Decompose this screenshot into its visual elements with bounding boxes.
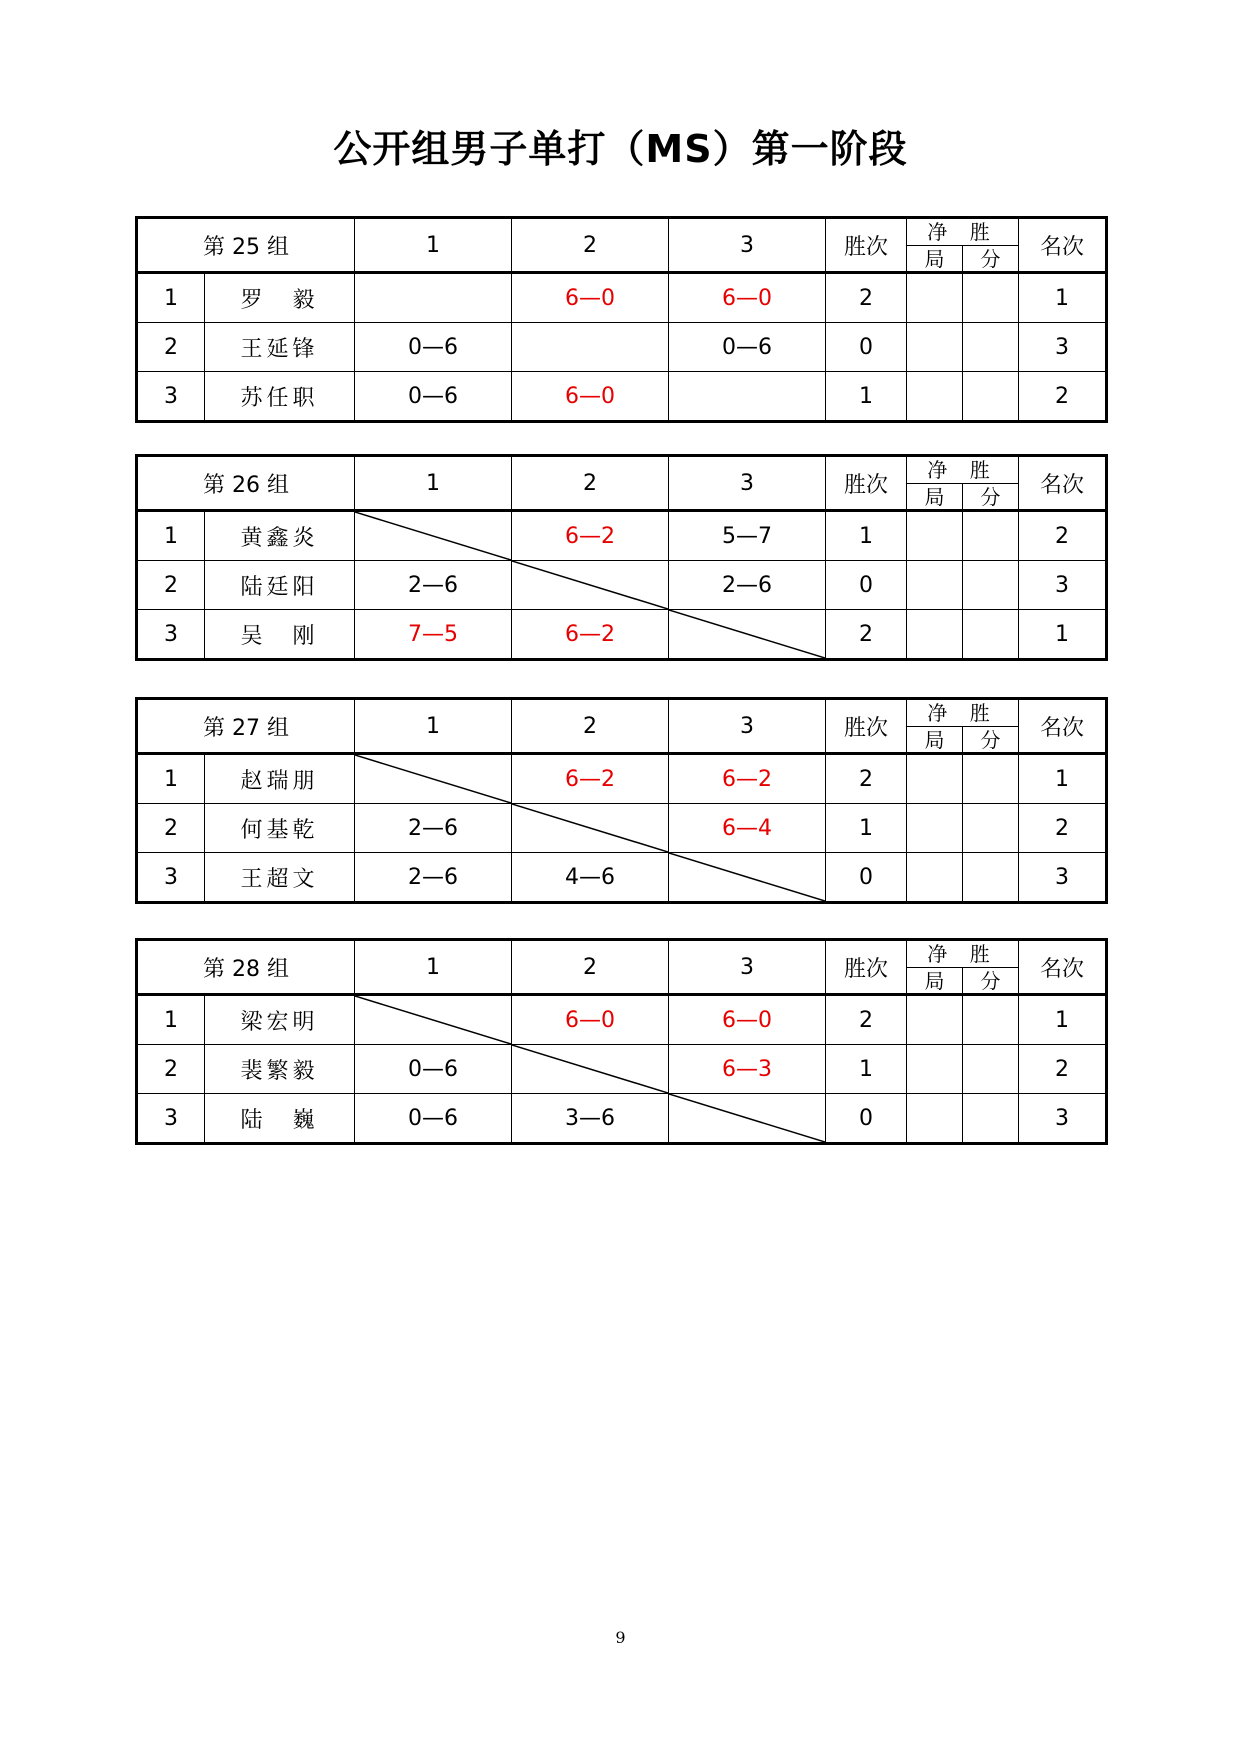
- score-r2: 6—0: [565, 383, 616, 409]
- diagonal-line: [355, 755, 511, 803]
- score-cell: [512, 995, 669, 1045]
- wins-value: 2: [826, 995, 907, 1045]
- score-r3: 6—4: [722, 815, 773, 841]
- score-cell: [669, 804, 826, 853]
- diagonal-line: [669, 1094, 825, 1142]
- score-r1: 0—6: [408, 1056, 459, 1082]
- score-cell: [669, 1045, 826, 1094]
- rank-header: 名次: [1019, 456, 1107, 511]
- rank-value: 3: [1019, 853, 1107, 903]
- score-cell: [512, 273, 669, 323]
- page-number: 9: [615, 1628, 626, 1647]
- net-points-value: [963, 1094, 1019, 1144]
- player-number: 2: [137, 561, 205, 610]
- score-cell: [355, 1045, 512, 1094]
- score-cell: [669, 273, 826, 323]
- player-number: 2: [137, 804, 205, 853]
- table-row: [137, 323, 1107, 372]
- net-games-value: [907, 323, 963, 372]
- player-number: 3: [137, 610, 205, 660]
- score-r2: 6—2: [565, 621, 616, 647]
- net-header: [907, 218, 1019, 273]
- table-row: [137, 610, 1107, 660]
- group-table-2: [135, 454, 1105, 661]
- diagonal-line: [669, 853, 825, 901]
- net-points-label: 分: [980, 728, 1001, 752]
- score-cell: [355, 372, 512, 422]
- net-points-value: [963, 754, 1019, 804]
- wins-header: 胜次: [826, 218, 907, 273]
- col-header-2: 2: [512, 218, 669, 273]
- score-cell: [512, 561, 669, 610]
- col-header-3: 3: [669, 940, 826, 995]
- net-games-value: [907, 273, 963, 323]
- col-header-2: 2: [512, 699, 669, 754]
- net-points-value: [963, 1045, 1019, 1094]
- net-points-value: [963, 804, 1019, 853]
- group-name: 第 28 组: [137, 940, 355, 995]
- score-r3: 6—0: [722, 1007, 773, 1033]
- player-name: 吴 刚: [205, 610, 355, 660]
- group-name: 第 27 组: [137, 699, 355, 754]
- group-name: 第 25 组: [137, 218, 355, 273]
- net-points-value: [963, 610, 1019, 660]
- score-r2: 6—2: [565, 523, 616, 549]
- score-r3: 6—2: [722, 766, 773, 792]
- rank-value: 2: [1019, 372, 1107, 422]
- wins-value: 2: [826, 273, 907, 323]
- net-label: 净 胜: [907, 700, 1018, 727]
- table-row: [137, 511, 1107, 561]
- player-number: 1: [137, 995, 205, 1045]
- net-games-value: [907, 754, 963, 804]
- group-table-1: [135, 216, 1105, 423]
- score-cell: [355, 610, 512, 660]
- net-points-label: 分: [980, 485, 1001, 509]
- rank-header: 名次: [1019, 218, 1107, 273]
- wins-value: 0: [826, 1094, 907, 1144]
- net-games-label: 局: [907, 727, 963, 753]
- player-name: 罗 毅: [205, 273, 355, 323]
- net-games-value: [907, 561, 963, 610]
- page-title: 公开组男子单打（MS）第一阶段: [333, 127, 908, 171]
- net-games-value: [907, 804, 963, 853]
- net-points-value: [963, 853, 1019, 903]
- score-cell: [669, 372, 826, 422]
- rank-value: 2: [1019, 511, 1107, 561]
- group-name: 第 26 组: [137, 456, 355, 511]
- table-row: [137, 1094, 1107, 1144]
- score-cell: [355, 853, 512, 903]
- rank-value: 3: [1019, 561, 1107, 610]
- wins-header: 胜次: [826, 456, 907, 511]
- diagonal-line: [512, 561, 668, 609]
- wins-value: 0: [826, 853, 907, 903]
- col-header-3: 3: [669, 218, 826, 273]
- net-label: 净 胜: [907, 457, 1018, 484]
- score-cell: [669, 853, 826, 903]
- group-table-4: [135, 938, 1105, 1145]
- score-cell: [669, 561, 826, 610]
- player-name: 陆 巍: [205, 1094, 355, 1144]
- table-row: [137, 372, 1107, 422]
- player-number: 1: [137, 511, 205, 561]
- score-r2: 4—6: [565, 864, 616, 890]
- score-r3: 6—0: [722, 285, 773, 311]
- net-points-value: [963, 561, 1019, 610]
- net-games-value: [907, 995, 963, 1045]
- wins-value: 0: [826, 323, 907, 372]
- score-r1: 2—6: [408, 815, 459, 841]
- player-name: 梁宏明: [205, 995, 355, 1045]
- net-points-label: 分: [980, 247, 1001, 271]
- rank-header: 名次: [1019, 940, 1107, 995]
- wins-value: 2: [826, 610, 907, 660]
- score-r3: 5—7: [722, 523, 773, 549]
- col-header-1: 1: [355, 218, 512, 273]
- player-name: 黄鑫炎: [205, 511, 355, 561]
- score-cell: [355, 511, 512, 561]
- net-games-value: [907, 1094, 963, 1144]
- player-name: 陆廷阳: [205, 561, 355, 610]
- score-cell: [512, 853, 669, 903]
- score-cell: [355, 323, 512, 372]
- net-label: 净 胜: [907, 941, 1018, 968]
- score-cell: [669, 1094, 826, 1144]
- player-number: 2: [137, 323, 205, 372]
- rank-value: 2: [1019, 804, 1107, 853]
- col-header-1: 1: [355, 699, 512, 754]
- net-games-value: [907, 1045, 963, 1094]
- net-header: [907, 940, 1019, 995]
- player-name: 裴繁毅: [205, 1045, 355, 1094]
- net-label: 净 胜: [907, 219, 1018, 246]
- wins-value: 1: [826, 372, 907, 422]
- col-header-3: 3: [669, 456, 826, 511]
- rank-value: 1: [1019, 995, 1107, 1045]
- score-r3: 2—6: [722, 572, 773, 598]
- rank-value: 3: [1019, 1094, 1107, 1144]
- net-header: [907, 699, 1019, 754]
- net-header: [907, 456, 1019, 511]
- score-r2: 3—6: [565, 1105, 616, 1131]
- score-cell: [355, 804, 512, 853]
- player-number: 3: [137, 372, 205, 422]
- score-cell: [355, 1094, 512, 1144]
- diagonal-line: [669, 610, 825, 658]
- net-points-label: 分: [980, 969, 1001, 993]
- net-games-value: [907, 610, 963, 660]
- diagonal-line: [512, 804, 668, 852]
- score-cell: [669, 511, 826, 561]
- net-points-value: [963, 273, 1019, 323]
- wins-value: 2: [826, 754, 907, 804]
- net-games-value: [907, 853, 963, 903]
- net-games-label: 局: [907, 968, 963, 994]
- table-row: [137, 804, 1107, 853]
- rank-value: 1: [1019, 610, 1107, 660]
- wins-value: 1: [826, 511, 907, 561]
- col-header-1: 1: [355, 456, 512, 511]
- player-name: 苏任职: [205, 372, 355, 422]
- wins-value: 1: [826, 804, 907, 853]
- score-cell: [512, 754, 669, 804]
- table-row: [137, 561, 1107, 610]
- score-r1: 7—5: [408, 621, 459, 647]
- score-cell: [355, 995, 512, 1045]
- group-table-3: [135, 697, 1105, 904]
- score-cell: [512, 1094, 669, 1144]
- player-number: 3: [137, 853, 205, 903]
- col-header-2: 2: [512, 940, 669, 995]
- diagonal-line: [512, 1045, 668, 1093]
- wins-value: 0: [826, 561, 907, 610]
- rank-value: 2: [1019, 1045, 1107, 1094]
- score-r1: 0—6: [408, 1105, 459, 1131]
- wins-header: 胜次: [826, 699, 907, 754]
- net-games-label: 局: [907, 246, 963, 272]
- net-points-value: [963, 372, 1019, 422]
- col-header-3: 3: [669, 699, 826, 754]
- score-cell: [512, 323, 669, 372]
- player-name: 王超文: [205, 853, 355, 903]
- player-name: 何基乾: [205, 804, 355, 853]
- table-row: [137, 1045, 1107, 1094]
- player-number: 2: [137, 1045, 205, 1094]
- player-number: 1: [137, 754, 205, 804]
- score-cell: [512, 804, 669, 853]
- rank-value: 1: [1019, 754, 1107, 804]
- score-r1: 2—6: [408, 572, 459, 598]
- col-header-2: 2: [512, 456, 669, 511]
- col-header-1: 1: [355, 940, 512, 995]
- score-cell: [355, 561, 512, 610]
- rank-header: 名次: [1019, 699, 1107, 754]
- net-points-value: [963, 995, 1019, 1045]
- table-row: [137, 853, 1107, 903]
- score-cell: [355, 273, 512, 323]
- rank-value: 3: [1019, 323, 1107, 372]
- score-r2: 6—0: [565, 285, 616, 311]
- net-games-value: [907, 511, 963, 561]
- score-cell: [512, 511, 669, 561]
- score-r3: 0—6: [722, 334, 773, 360]
- player-number: 3: [137, 1094, 205, 1144]
- player-name: 赵瑞朋: [205, 754, 355, 804]
- wins-header: 胜次: [826, 940, 907, 995]
- wins-value: 1: [826, 1045, 907, 1094]
- player-name: 王延锋: [205, 323, 355, 372]
- net-points-value: [963, 323, 1019, 372]
- score-cell: [512, 610, 669, 660]
- table-row: [137, 995, 1107, 1045]
- score-cell: [355, 754, 512, 804]
- diagonal-line: [355, 512, 511, 560]
- net-points-value: [963, 511, 1019, 561]
- score-r3: 6—3: [722, 1056, 773, 1082]
- rank-value: 1: [1019, 273, 1107, 323]
- score-cell: [512, 1045, 669, 1094]
- score-cell: [669, 754, 826, 804]
- score-cell: [669, 323, 826, 372]
- table-row: [137, 273, 1107, 323]
- diagonal-line: [355, 996, 511, 1044]
- score-r1: 0—6: [408, 383, 459, 409]
- table-row: [137, 754, 1107, 804]
- score-cell: [669, 610, 826, 660]
- net-games-value: [907, 372, 963, 422]
- net-games-label: 局: [907, 484, 963, 510]
- score-cell: [512, 372, 669, 422]
- score-r2: 6—0: [565, 1007, 616, 1033]
- score-r1: 0—6: [408, 334, 459, 360]
- score-r1: 2—6: [408, 864, 459, 890]
- player-number: 1: [137, 273, 205, 323]
- score-cell: [669, 995, 826, 1045]
- score-r2: 6—2: [565, 766, 616, 792]
